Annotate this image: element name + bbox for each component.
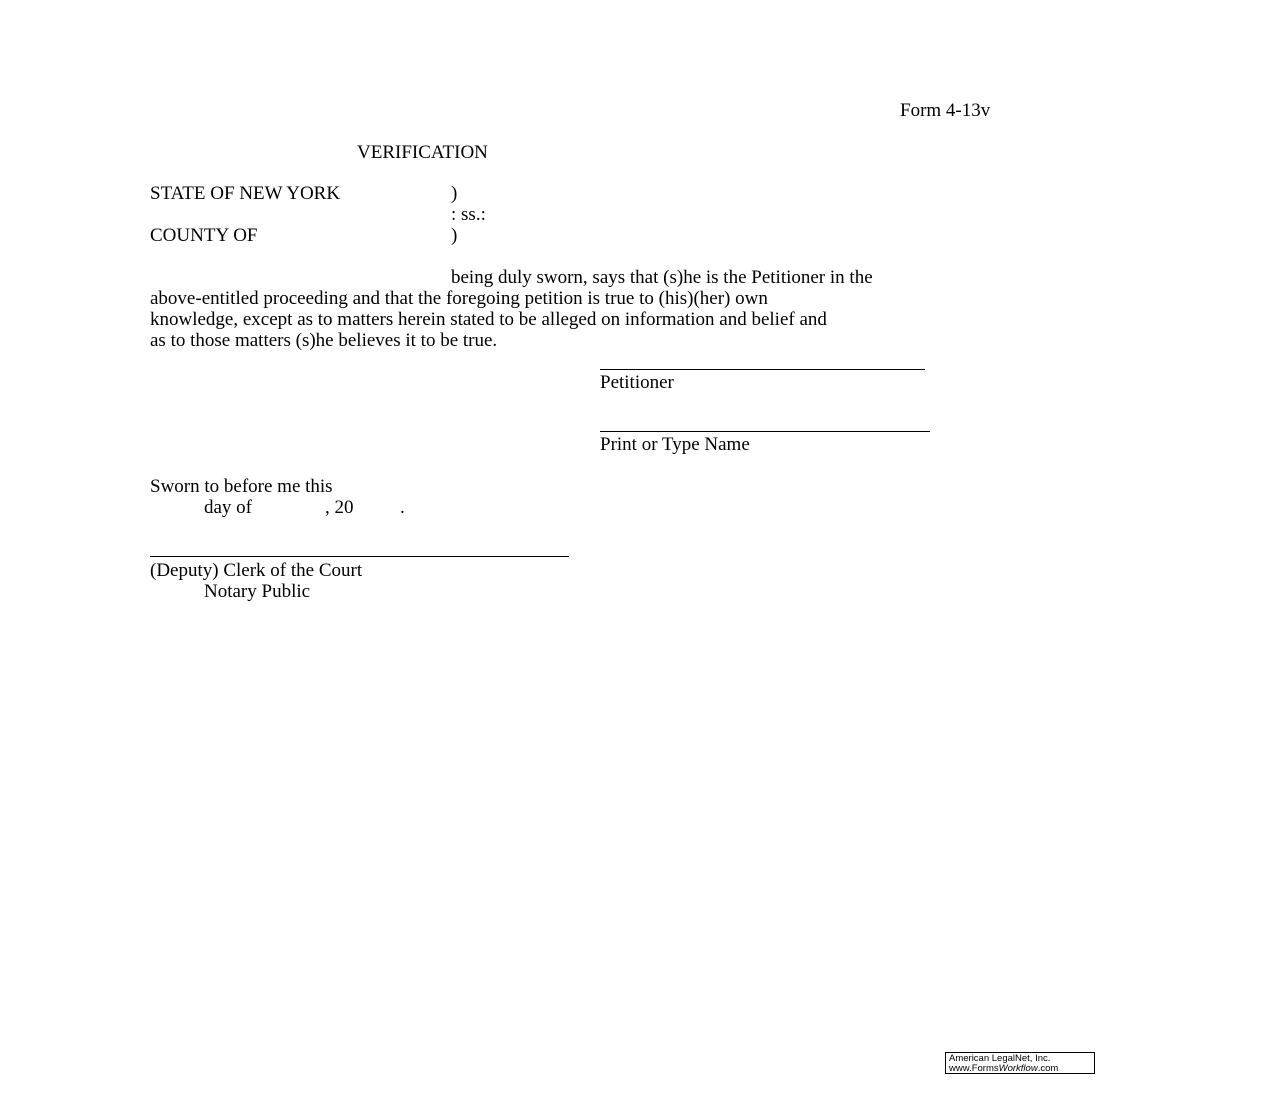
publisher-name: American LegalNet, Inc. (949, 1053, 1051, 1064)
print-name-label: Print or Type Name (600, 434, 750, 455)
publisher-url-suffix: .com (1037, 1063, 1059, 1074)
venue-state: STATE OF NEW YORK (150, 183, 341, 204)
body-line-3: knowledge, except as to matters herein stated to be alleged on information and belief and (150, 309, 827, 330)
publisher-badge (945, 1052, 1095, 1074)
body-line-1: being duly sworn, says that (s)he is the Petitioner in the (451, 267, 873, 288)
venue-paren-bottom: ) (451, 225, 458, 246)
form-number: Form 4-13v (900, 100, 991, 121)
jurat-day-of: day of (204, 497, 253, 518)
venue-paren-top: ) (451, 183, 458, 204)
clerk-label: (Deputy) Clerk of the Court (150, 560, 363, 581)
jurat-year: , 20 (325, 497, 354, 518)
publisher-url-prefix: www.Forms (949, 1063, 999, 1074)
jurat-period: . (400, 497, 405, 518)
notary-label: Notary Public (204, 581, 311, 602)
publisher-url-italic: Workflow (998, 1063, 1038, 1074)
petitioner-signature-line[interactable] (600, 369, 925, 370)
body-line-2: above-entitled proceeding and that the foregoing petition is true to (his)(her) own (150, 288, 768, 309)
venue-county: COUNTY OF (150, 225, 258, 246)
publisher-url (949, 1064, 1094, 1074)
print-name-line[interactable] (600, 431, 930, 432)
jurat-sworn-line: Sworn to before me this (150, 476, 333, 497)
venue-ss: : ss.: (451, 204, 486, 225)
document-title: VERIFICATION (357, 142, 488, 163)
body-line-4: as to those matters (s)he believes it to be true. (150, 330, 498, 351)
petitioner-label: Petitioner (600, 372, 674, 393)
clerk-signature-line[interactable] (150, 556, 569, 557)
